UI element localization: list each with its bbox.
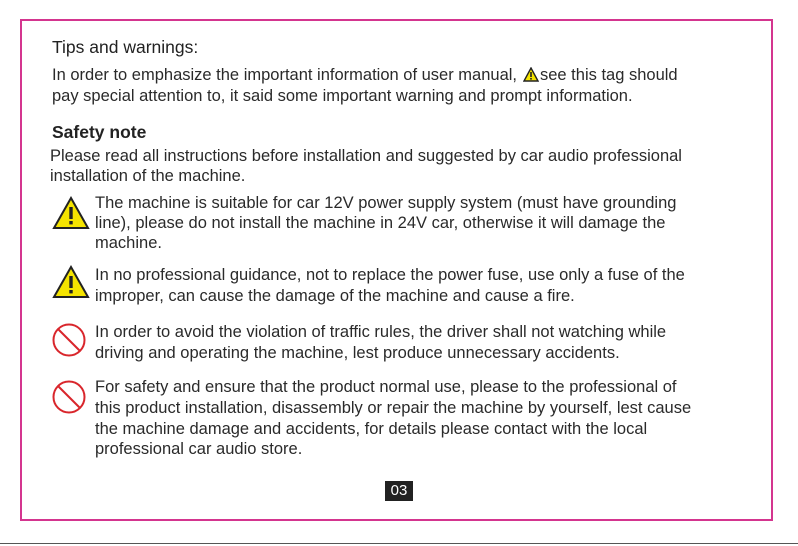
prohibition-icon [51, 322, 87, 358]
page-number: 03 [385, 481, 413, 501]
safety-item-1-line-3: machine. [95, 234, 162, 252]
warning-triangle-icon [52, 196, 90, 230]
safety-item-2-line-2: improper, can cause the damage of the machine and cause a fire. [95, 287, 575, 305]
safety-intro-line-2: installation of the machine. [50, 167, 246, 185]
safety-item-1-line-2: line), please do not install the machine in 24V car, otherwise it will damage the [95, 214, 666, 232]
safety-item-3-line-2: driving and operating the machine, lest produce unnecessary accidents. [95, 344, 620, 362]
prohibition-icon [51, 379, 87, 415]
warning-triangle-icon [52, 265, 90, 299]
safety-item-1-line-1: The machine is suitable for car 12V power supply system (must have grounding [95, 194, 677, 212]
tips-line-2: pay special attention to, it said some important warning and prompt information. [52, 87, 633, 105]
safety-item-4-line-3: the machine damage and accidents, for details please contact with the local [95, 420, 648, 438]
safety-item-4-line-1: For safety and ensure that the product normal use, please to the professional of [95, 378, 677, 396]
tips-line-1: In order to emphasize the important information of user manual, see this tag should [52, 66, 678, 84]
bottom-divider [0, 543, 798, 544]
tips-heading: Tips and warnings: [52, 37, 199, 57]
inline-warning-icon [523, 67, 539, 82]
safety-item-3-line-1: In order to avoid the violation of traffic rules, the driver shall not watching while [95, 323, 667, 341]
safety-heading: Safety note [52, 122, 147, 142]
safety-item-2-line-1: In no professional guidance, not to replace the power fuse, use only a fuse of the [95, 266, 685, 284]
safety-item-4-line-4: professional car audio store. [95, 440, 303, 458]
safety-item-4-line-2: this product installation, disassembly or repair the machine by yourself, lest cause [95, 399, 692, 417]
safety-intro-line-1: Please read all instructions before installation and suggested by car audio professional [50, 147, 682, 165]
